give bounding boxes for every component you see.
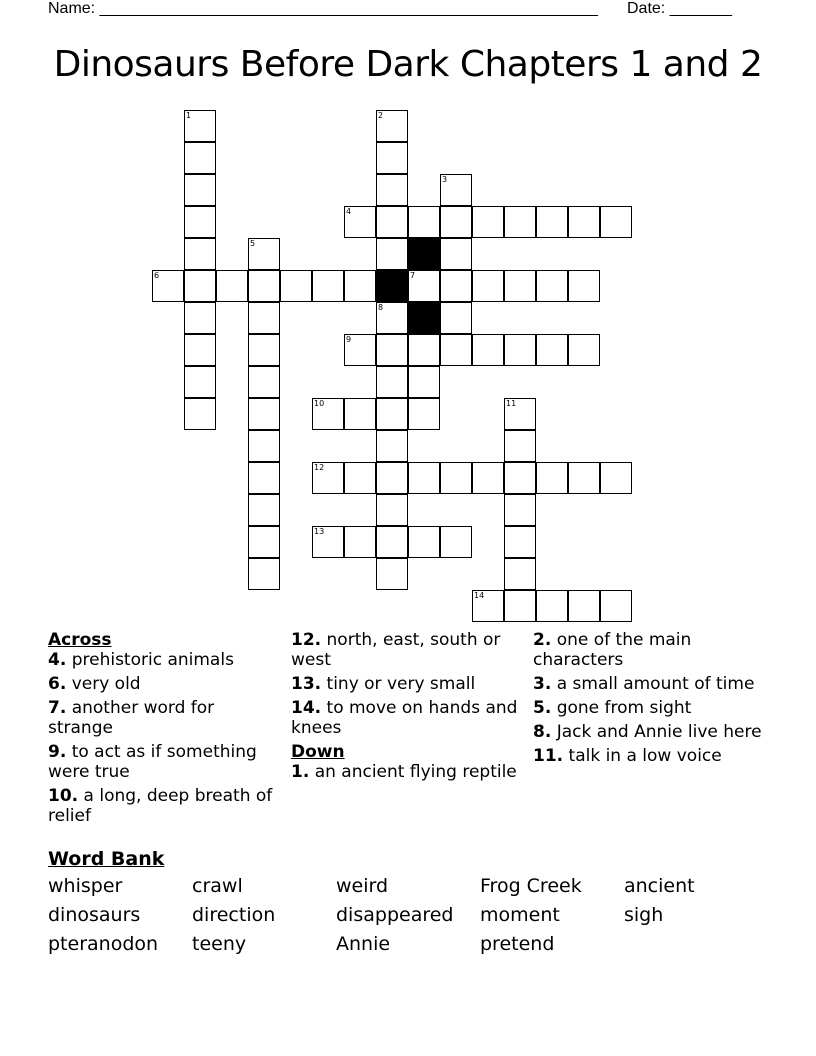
crossword-cell[interactable] [248,366,280,398]
clue-number-label: 14. [291,698,322,718]
crossword-cell[interactable] [184,142,216,174]
clue-number: 11 [506,399,517,408]
across-clue [48,742,278,782]
word-bank-word: weird [336,875,389,897]
word-bank-word: teeny [192,933,247,955]
date-field-line: Date: _______ [627,0,732,17]
crossword-cell[interactable] [184,270,216,302]
crossword-cell[interactable] [344,270,376,302]
crossword-cell[interactable] [440,238,472,270]
crossword-cell[interactable] [312,462,344,494]
crossword-cell[interactable] [376,110,408,142]
crossword-cell[interactable] [184,334,216,366]
crossword-cell[interactable] [504,270,536,302]
clue-number: 10 [314,399,325,408]
clue-number-label: 2. [533,630,552,650]
crossword-cell[interactable] [472,462,504,494]
clue-number: 3 [442,175,448,184]
crossword-cell[interactable] [408,206,440,238]
crossword-cell[interactable] [504,494,536,526]
crossword-cell[interactable] [568,334,600,366]
crossword-cell[interactable] [344,526,376,558]
crossword-cell[interactable] [248,430,280,462]
word-bank-word: disappeared [336,904,454,926]
crossword-cell[interactable] [440,206,472,238]
crossword-cell[interactable] [536,206,568,238]
crossword-cell[interactable] [504,526,536,558]
clue-text: to act as if something were true [48,742,257,782]
crossword-cell[interactable] [248,302,280,334]
down-clue-list [291,762,521,782]
clue-number: 2 [378,111,384,120]
down-clue [533,698,763,718]
clue-number: 1 [186,111,192,120]
crossword-black-cell [408,302,440,334]
clue-column-3 [533,630,763,770]
crossword-cell[interactable] [440,270,472,302]
crossword-cell[interactable] [376,238,408,270]
word-bank-word: dinosaurs [48,904,141,926]
word-bank [48,874,768,956]
clue-text: a long, deep breath of relief [48,786,273,826]
crossword-cell[interactable] [376,558,408,590]
across-clue [291,674,521,694]
down-clue [533,674,763,694]
word-bank-word: crawl [192,875,243,897]
crossword-cell[interactable] [568,270,600,302]
word-bank-word: ancient [624,875,695,897]
crossword-cell[interactable] [376,174,408,206]
crossword-cell[interactable] [184,206,216,238]
crossword-cell[interactable] [184,110,216,142]
crossword-cell[interactable] [504,398,536,430]
down-clue-list-continued [533,630,763,766]
clue-number: 6 [154,271,160,280]
crossword-cell[interactable] [376,142,408,174]
clue-text: north, east, south or west [291,630,501,670]
clue-text: prehistoric animals [66,650,234,670]
clue-number: 5 [250,239,256,248]
clue-text: very old [66,674,141,694]
crossword-cell[interactable] [440,174,472,206]
crossword-cell[interactable] [376,206,408,238]
crossword-cell[interactable] [344,206,376,238]
across-clue [48,674,278,694]
clue-text: a small amount of time [551,674,755,694]
across-clue [48,650,278,670]
clue-text: another word for strange [48,698,215,738]
across-heading: Across [48,630,112,650]
crossword-cell[interactable] [536,462,568,494]
crossword-cell[interactable] [248,494,280,526]
crossword-cell[interactable] [440,462,472,494]
clue-column-2 [291,630,521,786]
clue-number: 14 [474,591,485,600]
crossword-cell[interactable] [536,334,568,366]
crossword-cell[interactable] [504,590,536,622]
clue-number-label: 6. [48,674,67,694]
crossword-cell[interactable] [248,334,280,366]
clue-text: Jack and Annie live here [551,722,762,742]
crossword-cell[interactable] [408,270,440,302]
crossword-cell[interactable] [216,270,248,302]
crossword-cell[interactable] [472,206,504,238]
clue-number-label: 11. [533,746,564,766]
clue-number: 9 [346,335,352,344]
crossword-cell[interactable] [344,334,376,366]
crossword-cell[interactable] [408,526,440,558]
down-clue [533,746,763,766]
crossword-cell[interactable] [184,174,216,206]
crossword-cell[interactable] [504,462,536,494]
clue-number-label: 13. [291,674,322,694]
word-bank-word: sigh [624,904,664,926]
crossword-cell[interactable] [184,366,216,398]
crossword-cell[interactable] [248,398,280,430]
crossword-cell[interactable] [312,526,344,558]
clue-number: 12 [314,463,325,472]
crossword-cell[interactable] [248,558,280,590]
crossword-cell[interactable] [408,462,440,494]
crossword-cell[interactable] [504,430,536,462]
crossword-cell[interactable] [568,206,600,238]
across-clue-list-continued [291,630,521,738]
clue-text: one of the main characters [533,630,692,670]
word-bank-word: Annie [336,933,391,955]
crossword-cell[interactable] [312,398,344,430]
crossword-cell[interactable] [408,366,440,398]
crossword-cell[interactable] [376,494,408,526]
crossword-cell[interactable] [536,590,568,622]
clue-number: 8 [378,303,384,312]
clue-number-label: 9. [48,742,67,762]
page-title: Dinosaurs Before Dark Chapters 1 and 2 [53,44,763,85]
crossword-cell[interactable] [504,558,536,590]
crossword-black-cell [376,270,408,302]
clue-number-label: 7. [48,698,67,718]
clue-number-label: 12. [291,630,322,650]
crossword-cell[interactable] [440,302,472,334]
crossword-cell[interactable] [472,270,504,302]
crossword-cell[interactable] [408,334,440,366]
across-clue [48,786,278,826]
clue-number-label: 4. [48,650,67,670]
clue-text: tiny or very small [321,674,476,694]
crossword-cell[interactable] [376,366,408,398]
clue-text: an ancient flying reptile [309,762,517,782]
across-clue [291,630,521,670]
crossword-cell[interactable] [376,526,408,558]
word-bank-word: Frog Creek [480,875,582,897]
across-clue [291,698,521,738]
crossword-black-cell [408,238,440,270]
crossword-cell[interactable] [440,526,472,558]
clue-number-label: 10. [48,786,79,806]
down-heading: Down [291,742,345,762]
clue-number-label: 3. [533,674,552,694]
crossword-cell[interactable] [280,270,312,302]
clue-text: gone from sight [551,698,692,718]
crossword-cell[interactable] [344,462,376,494]
word-bank-word: moment [480,904,560,926]
word-bank-word: pteranodon [48,933,159,955]
crossword-cell[interactable] [248,526,280,558]
name-field-line: Name: ________________________________________________________ [48,0,598,17]
crossword-cell[interactable] [600,590,632,622]
crossword-cell[interactable] [248,270,280,302]
clue-number-label: 8. [533,722,552,742]
crossword-cell[interactable] [504,206,536,238]
crossword-cell[interactable] [152,270,184,302]
crossword-cell[interactable] [472,590,504,622]
crossword-cell[interactable] [344,398,376,430]
word-bank-word: whisper [48,875,123,897]
clue-number-label: 5. [533,698,552,718]
crossword-cell[interactable] [536,270,568,302]
crossword-cell[interactable] [376,334,408,366]
crossword-cell[interactable] [376,430,408,462]
crossword-cell[interactable] [504,334,536,366]
crossword-cell[interactable] [184,238,216,270]
down-clue [533,722,763,742]
clue-column-1 [48,630,278,830]
crossword-cell[interactable] [600,206,632,238]
clue-text: talk in a low voice [563,746,722,766]
down-clue [533,630,763,670]
crossword-cell[interactable] [568,462,600,494]
crossword-cell[interactable] [600,462,632,494]
word-bank-word: pretend [480,933,555,955]
clue-number: 13 [314,527,325,536]
word-bank-title: Word Bank [48,848,165,870]
crossword-cell[interactable] [472,334,504,366]
crossword-cell[interactable] [568,590,600,622]
crossword-cell[interactable] [184,398,216,430]
crossword-cell[interactable] [408,398,440,430]
down-clue [291,762,521,782]
clue-text: to move on hands and knees [291,698,518,738]
across-clue [48,698,278,738]
crossword-cell[interactable] [376,398,408,430]
across-clue-list [48,650,278,826]
crossword-cell[interactable] [248,238,280,270]
crossword-cell[interactable] [376,462,408,494]
crossword-cell[interactable] [184,302,216,334]
crossword-cell[interactable] [248,462,280,494]
clue-number-label: 1. [291,762,310,782]
crossword-cell[interactable] [440,334,472,366]
crossword-cell[interactable] [312,270,344,302]
word-bank-word: direction [192,904,276,926]
clue-number: 7 [410,271,416,280]
crossword-cell[interactable] [376,302,408,334]
clue-number: 4 [346,207,352,216]
